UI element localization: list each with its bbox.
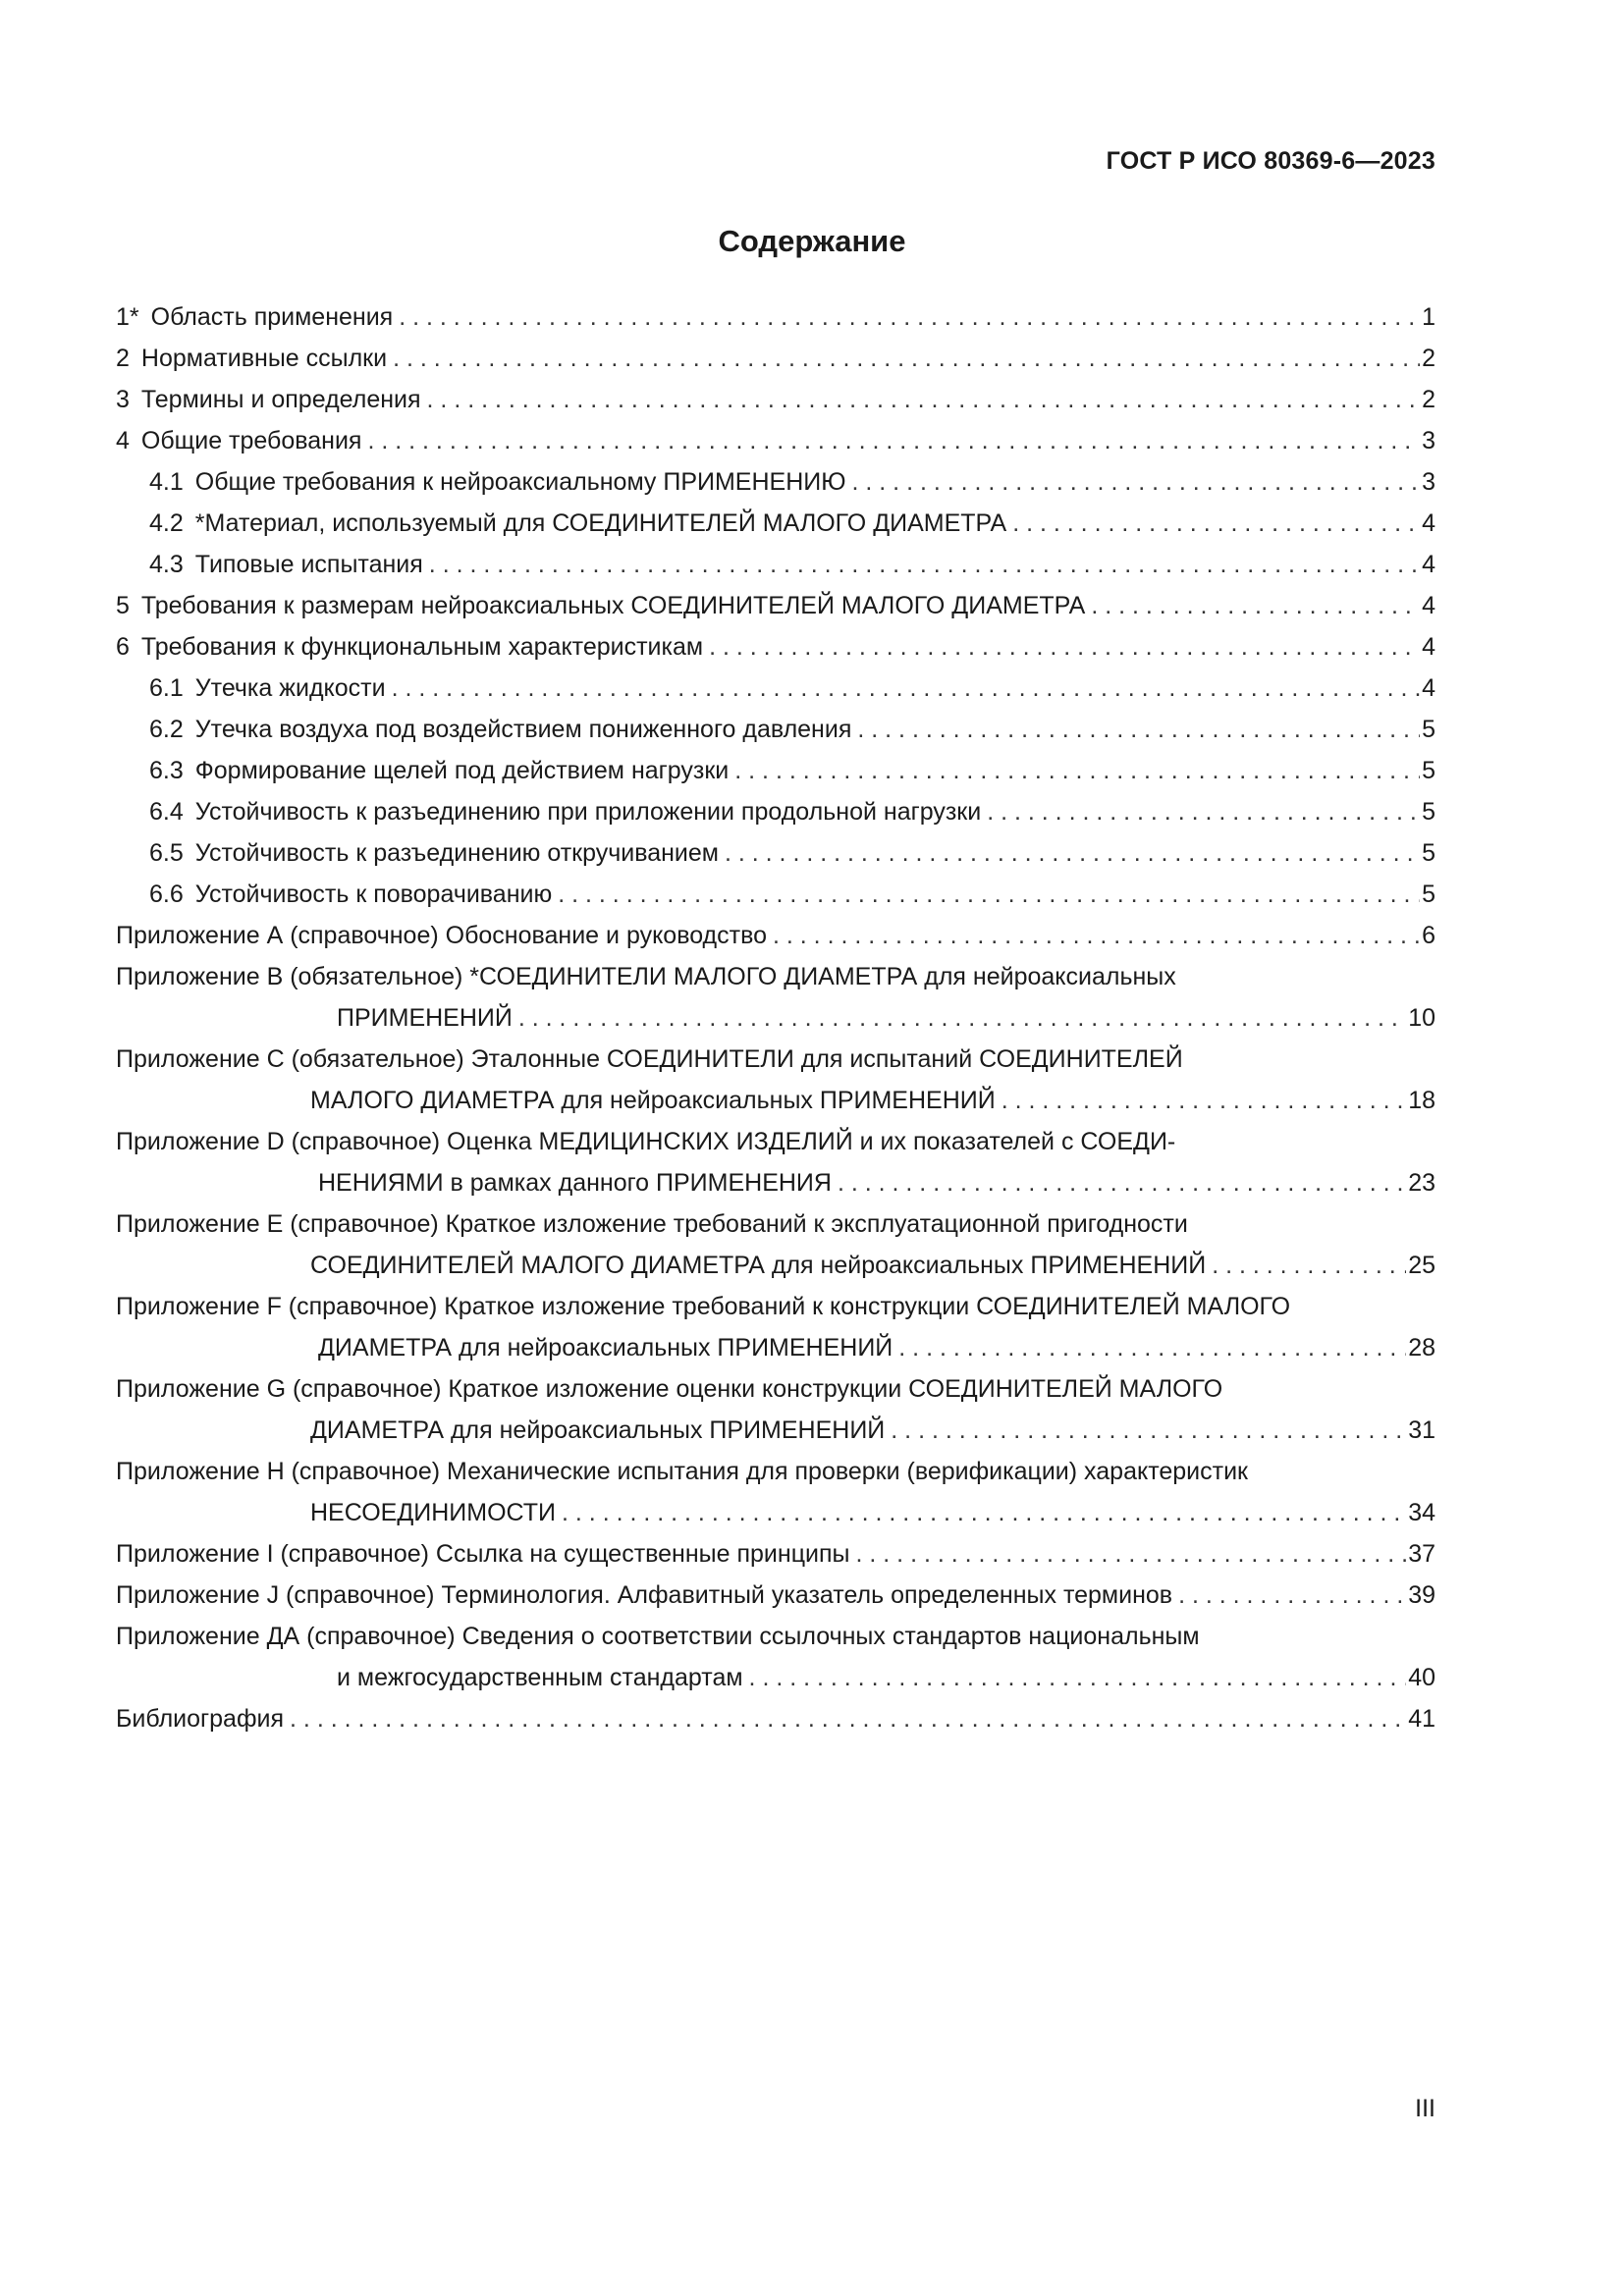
toc-entry-title: Область применения <box>150 303 394 331</box>
toc-appendix-entry[interactable] <box>116 1286 1435 1327</box>
toc-entry-page: 4 <box>1422 674 1435 702</box>
toc-entry-page: 37 <box>1408 1540 1435 1568</box>
toc-entry-title: Требования к размерам нейроаксиальных СОЕДИНИТЕЛЕЙ МАЛОГО ДИАМЕТРА <box>140 592 1086 619</box>
toc-entry-page: 31 <box>1408 1416 1435 1444</box>
toc-entry-page: 4 <box>1422 633 1435 661</box>
toc-entry-title: Общие требования <box>140 427 362 454</box>
toc-entry-title: Общие требования к нейроаксиальному ПРИМЕНЕНИЮ <box>194 468 846 496</box>
toc-appendix-continuation[interactable] <box>116 1080 1435 1121</box>
toc-entry[interactable] <box>116 585 1435 626</box>
dot-leader <box>518 997 1406 1039</box>
toc-entry-page: 3 <box>1422 468 1435 496</box>
toc-entry-title: Приложение J (справочное) Терминология. Алфавитный указатель определенных терминов <box>116 1581 1173 1609</box>
toc-entry-title: Приложение А (справочное) Обоснование и руководство <box>116 922 767 949</box>
dot-leader <box>427 379 1421 420</box>
toc-entry-title-cont: ДИАМЕТРА для нейроаксиальных ПРИМЕНЕНИЙ <box>318 1334 893 1362</box>
toc-appendix-continuation[interactable] <box>116 1410 1435 1451</box>
toc-appendix-entry[interactable] <box>116 1533 1435 1575</box>
toc-entry-number: 1* <box>116 303 139 331</box>
toc-entry-page: 3 <box>1422 427 1435 454</box>
toc-entry-number: 6.4 <box>149 798 184 826</box>
toc-entry-number: 6 <box>116 633 130 661</box>
toc-entry-title: Типовые испытания <box>194 551 423 578</box>
toc-appendix-continuation[interactable] <box>116 997 1435 1039</box>
dot-leader <box>290 1698 1406 1739</box>
dot-leader <box>898 1327 1406 1368</box>
toc-entry-page: 5 <box>1422 839 1435 867</box>
dot-leader <box>1212 1245 1406 1286</box>
toc-entry-title-cont: МАЛОГО ДИАМЕТРА для нейроаксиальных ПРИМЕНЕНИЙ <box>310 1087 996 1114</box>
toc-entry-number: 4.1 <box>149 468 184 496</box>
dot-leader <box>1012 503 1420 544</box>
toc-entry-number: 6.6 <box>149 881 184 908</box>
page-number: III <box>1415 2095 1435 2122</box>
dot-leader <box>856 1533 1407 1575</box>
toc-entry-title: Приложение В (обязательное) *СОЕДИНИТЕЛИ МАЛОГО ДИАМЕТРА для нейроаксиальных <box>116 963 1176 990</box>
dot-leader <box>429 544 1420 585</box>
toc-entry-number: 4 <box>116 427 130 454</box>
dot-leader <box>709 626 1420 667</box>
toc-entry-number: 6.1 <box>149 674 184 702</box>
toc-entry-page: 10 <box>1408 1004 1435 1032</box>
toc-entry-title: Приложение Н (справочное) Механические испытания для проверки (верификации) характеристик <box>116 1458 1248 1485</box>
toc-subentry[interactable] <box>116 667 1435 709</box>
toc-subentry[interactable] <box>116 874 1435 915</box>
toc-entry-page: 23 <box>1408 1169 1435 1197</box>
toc-bibliography-entry[interactable] <box>116 1698 1435 1739</box>
dot-leader <box>749 1657 1407 1698</box>
dot-leader <box>367 420 1420 461</box>
toc-entry-title-cont: ДИАМЕТРА для нейроаксиальных ПРИМЕНЕНИЙ <box>310 1416 886 1444</box>
toc-entry-page: 5 <box>1422 757 1435 784</box>
toc-appendix-entry[interactable] <box>116 956 1435 997</box>
toc-entry-number: 6.2 <box>149 716 184 743</box>
toc-entry-number: 2 <box>116 345 130 372</box>
toc-entry-title-cont: СОЕДИНИТЕЛЕЙ МАЛОГО ДИАМЕТРА для нейроаксиальных ПРИМЕНЕНИЙ <box>310 1252 1207 1279</box>
toc-entry-page: 2 <box>1422 386 1435 413</box>
toc-appendix-entry[interactable] <box>116 1039 1435 1080</box>
toc-entry-title: Устойчивость к разъединению откручиванием <box>194 839 719 867</box>
toc-entry-number: 4.2 <box>149 509 184 537</box>
toc-entry-page: 25 <box>1408 1252 1435 1279</box>
toc-entry-page: 40 <box>1408 1664 1435 1691</box>
toc-entry-title: Утечка воздуха под воздействием пониженного давления <box>194 716 852 743</box>
dot-leader <box>1091 585 1420 626</box>
toc-entry-page: 4 <box>1422 551 1435 578</box>
toc-appendix-entry[interactable] <box>116 1575 1435 1616</box>
dot-leader <box>838 1162 1406 1203</box>
toc-appendix-entry[interactable] <box>116 1616 1435 1657</box>
toc-entry-title: Приложение Е (справочное) Краткое изложение требований к эксплуатационной пригодности <box>116 1210 1188 1238</box>
toc-entry-number: 6.5 <box>149 839 184 867</box>
toc-entry-number: 6.3 <box>149 757 184 784</box>
toc-entry-title: Приложение I (справочное) Ссылка на существенные принципы <box>116 1540 850 1568</box>
dot-leader <box>987 791 1420 832</box>
toc-entry-number: 5 <box>116 592 130 619</box>
toc-entry-page: 2 <box>1422 345 1435 372</box>
toc-entry-page: 5 <box>1422 881 1435 908</box>
toc-entry[interactable] <box>116 338 1435 379</box>
dot-leader <box>857 709 1420 750</box>
toc-entry-number: 3 <box>116 386 130 413</box>
toc-entry-title: Формирование щелей под действием нагрузки <box>194 757 730 784</box>
toc-entry-page: 5 <box>1422 716 1435 743</box>
dot-leader <box>392 667 1421 709</box>
dot-leader <box>393 338 1420 379</box>
toc-entry-title: Приложение F (справочное) Краткое изложение требований к конструкции СОЕДИНИТЕЛЕЙ МАЛОГО <box>116 1293 1291 1320</box>
toc-appendix-entry[interactable] <box>116 1451 1435 1492</box>
toc-entry-title: Требования к функциональным характеристикам <box>140 633 704 661</box>
toc-appendix-continuation[interactable] <box>116 1657 1435 1698</box>
dot-leader <box>773 915 1420 956</box>
toc-entry[interactable] <box>116 379 1435 420</box>
toc-entry-title-cont: НЕСОЕДИНИМОСТИ <box>310 1499 557 1526</box>
toc-entry-page: 18 <box>1408 1087 1435 1114</box>
toc-entry-page: 4 <box>1422 509 1435 537</box>
toc-entry-page: 28 <box>1408 1334 1435 1362</box>
toc-entry-title-cont: ПРИМЕНЕНИЙ <box>337 1004 513 1032</box>
toc-entry[interactable] <box>116 296 1435 338</box>
dot-leader <box>558 874 1420 915</box>
dot-leader <box>852 461 1421 503</box>
toc-entry-title-cont: и межгосударственным стандартам <box>337 1664 743 1691</box>
toc-entry-title: Приложение G (справочное) Краткое изложение оценки конструкции СОЕДИНИТЕЛЕЙ МАЛОГО <box>116 1375 1223 1403</box>
toc-subentry[interactable] <box>116 461 1435 503</box>
toc-appendix-continuation[interactable] <box>116 1492 1435 1533</box>
toc-entry-page: 1 <box>1422 303 1435 331</box>
toc-entry-title: Устойчивость к поворачиванию <box>194 881 553 908</box>
toc-subentry[interactable] <box>116 544 1435 585</box>
dot-leader <box>734 750 1420 791</box>
toc-entry-page: 39 <box>1408 1581 1435 1609</box>
toc-entry-page: 34 <box>1408 1499 1435 1526</box>
toc-subentry[interactable] <box>116 791 1435 832</box>
toc-entry[interactable] <box>116 420 1435 461</box>
toc-appendix-entry[interactable] <box>116 1368 1435 1410</box>
table-of-contents <box>116 296 1435 1739</box>
toc-entry-title: Приложение ДА (справочное) Сведения о соответствии ссылочных стандартов национальным <box>116 1623 1200 1650</box>
standard-code: ГОСТ Р ИСО 80369-6—2023 <box>1106 147 1435 175</box>
toc-appendix-continuation[interactable] <box>116 1162 1435 1203</box>
toc-entry-title: *Материал, используемый для СОЕДИНИТЕЛЕЙ МАЛОГО ДИАМЕТРА <box>194 509 1007 537</box>
toc-appendix-entry[interactable] <box>116 1203 1435 1245</box>
dot-leader <box>1178 1575 1406 1616</box>
toc-entry-page: 6 <box>1422 922 1435 949</box>
toc-entry-number: 4.3 <box>149 551 184 578</box>
toc-appendix-entry[interactable] <box>116 915 1435 956</box>
toc-entry-page: 41 <box>1408 1705 1435 1733</box>
dot-leader <box>399 296 1420 338</box>
toc-entry-title-cont: НЕНИЯМИ в рамках данного ПРИМЕНЕНИЯ <box>318 1169 832 1197</box>
toc-entry-title: Нормативные ссылки <box>140 345 388 372</box>
dot-leader <box>562 1492 1406 1533</box>
toc-entry-title: Приложение D (справочное) Оценка МЕДИЦИНСКИХ ИЗДЕЛИЙ и их показателей с СОЕДИ- <box>116 1128 1176 1155</box>
toc-appendix-continuation[interactable] <box>116 1245 1435 1286</box>
toc-entry-title: Термины и определения <box>140 386 421 413</box>
toc-entry-title: Утечка жидкости <box>194 674 386 702</box>
toc-subentry[interactable] <box>116 709 1435 750</box>
page-title: Содержание <box>718 224 906 258</box>
toc-entry-title: Приложение С (обязательное) Эталонные СОЕДИНИТЕЛИ для испытаний СОЕДИНИТЕЛЕЙ <box>116 1045 1183 1073</box>
toc-subentry[interactable] <box>116 750 1435 791</box>
dot-leader <box>725 832 1420 874</box>
toc-entry-page: 5 <box>1422 798 1435 826</box>
toc-entry-title: Библиография <box>116 1705 285 1733</box>
toc-entry-title: Устойчивость к разъединению при приложении продольной нагрузки <box>194 798 982 826</box>
toc-appendix-continuation[interactable] <box>116 1327 1435 1368</box>
toc-subentry[interactable] <box>116 832 1435 874</box>
toc-appendix-entry[interactable] <box>116 1121 1435 1162</box>
toc-entry[interactable] <box>116 626 1435 667</box>
toc-subentry[interactable] <box>116 503 1435 544</box>
toc-entry-page: 4 <box>1422 592 1435 619</box>
dot-leader <box>891 1410 1406 1451</box>
dot-leader <box>1001 1080 1406 1121</box>
